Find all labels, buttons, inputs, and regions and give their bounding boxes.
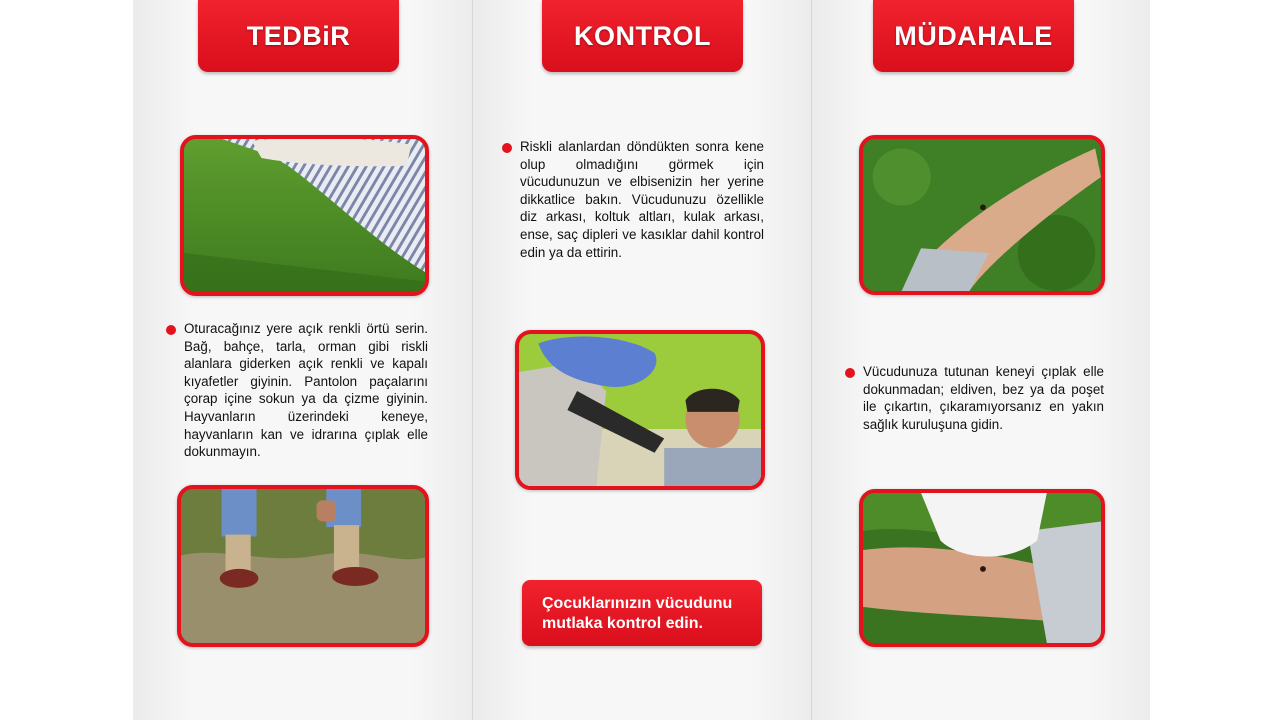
kontrol-text: Riskli alanlardan döndükten sonra kene olup olmadığını görmek için vücudunuzun ve elbisenizin her yerine dikkatlice bakın. Vücudunuzu özellikle diz arkası, koltuk altları, kulak arkası, ense, saç dipleri ve kasıklar dahil kontrol edin ya da ettirin. xyxy=(520,139,764,260)
photo-socks-over-trousers xyxy=(177,485,429,647)
fold-line xyxy=(472,0,473,720)
tedbir-text: Oturacağınız yere açık renkli örtü serin. Bağ, bahçe, tarla, orman gibi riskli alanlara giderken açık renkli ve kapalı kıyafetler giyinin. Pantolon paçalarını çorap içine sokun ya da çizme giyinin. Hayvanların üzerindeki keneye, hayvanların kan ve idrarına çıplak elle dokunmayın. xyxy=(184,321,428,460)
callout-line-1: Çocuklarınızın vücudunu xyxy=(542,595,733,612)
photo-neck-inspection xyxy=(515,330,765,490)
header-tedbir: TEDBiR xyxy=(198,0,399,72)
photo-tick-on-arm xyxy=(859,135,1105,295)
header-mudahale: MÜDAHALE xyxy=(873,0,1074,72)
photo-removing-tick-with-bag xyxy=(859,489,1105,647)
bullet-icon xyxy=(502,143,512,153)
callout-check-children xyxy=(522,580,762,646)
mudahale-text: Vücudunuza tutunan keneyi çıplak elle dokunmadan; eldiven, bez ya da poşet ile çıkartın, çıkaramıyorsanız en yakın sağlık kuruluşuna gidin. xyxy=(863,364,1104,432)
photo-blanket-on-grass xyxy=(180,135,429,296)
bullet-icon xyxy=(166,325,176,335)
header-kontrol: KONTROL xyxy=(542,0,743,72)
callout-line-2: mutlaka kontrol edin. xyxy=(542,615,703,632)
fold-line xyxy=(811,0,812,720)
bullet-icon xyxy=(845,368,855,378)
